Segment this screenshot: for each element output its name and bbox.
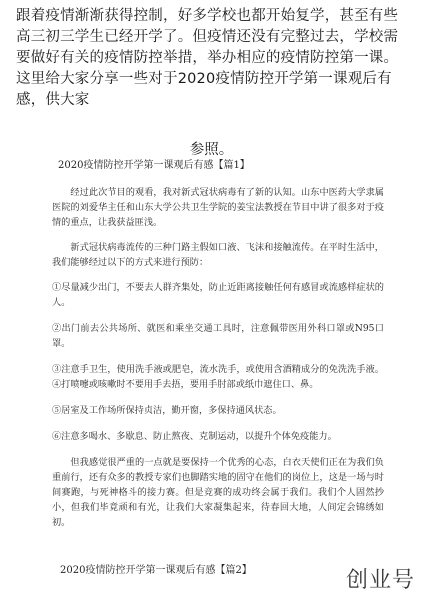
body-paragraph: 经过此次节目的观看，我对新式冠状病毒有了新的认知。山东中医药大学隶属医院的刘爱华主任和山东大学公共卫生学院的姜宝法教授在节目中讲了很多对于疫情的重点，让我获益匪浅。 <box>52 187 384 228</box>
list-item: ⑥注意多喝水、多歇息、防止熬夜、克制运动，以提升个体免疫能力。 <box>52 431 337 442</box>
watermark-logo: 创业号 <box>345 568 415 593</box>
list-item: ②出门前去公共场所、就医和乘坐交通工具时，注意佩带医用外科口罩或N95口罩。 <box>52 323 384 349</box>
list-item: ⑤居室及工作场所保持贞洁，勤开窗，多保持通风状态。 <box>52 405 282 416</box>
section-title-1: 2020疫情防控开学第一课观后有感【篇1】 <box>58 160 250 171</box>
document-body <box>52 158 384 540</box>
list-item: ①尽量减少出门，不要去人群齐集处，防止近距离接触任何有感冒或流感样症状的人。 <box>52 282 384 308</box>
intro-paragraph: 跟着疫情渐渐获得控制，好多学校也都开始复学，甚至有些高三初三学生已经开学了。但疫情还没有完整过去，学校需要做好有关的疫情防控举措，举办相应的疫情防控第一课。这里给大家分享一些对于2020疫情防控开学第一课观后有感，供大家 <box>16 8 399 108</box>
closing-paragraph: 但我感觉很严重的一点就是要保持一个优秀的心态，白衣天使们正在为我们负重前行，还有众多的教授专家们也脚踏实地的固守在他们的岗位上，这是一场与时间赛跑，与死神格斗的接力赛。但是竞赛的成功终会属于我们。我们个人固然抄小，但我们毕竟顽和有光，让我们大家凝集起来，待春回大地，人间定会锦绣如初。 <box>52 457 384 528</box>
section-title-2: 2020疫情防控开学第一课观后有感【篇2】 <box>60 565 252 576</box>
body-paragraph: 新式冠状病毒流传的三种门路主假如口液、飞沫和接触流传。在平时生活中，我们能够经过以下的方式来进行预防： <box>52 242 384 268</box>
intro-paragraph-end: 参照。 <box>189 142 234 158</box>
list-item: ③注意手卫生，使用洗手液或肥皂，流水洗手，或使用含酒精成分的免洗洗手液。④打喷嚏或咳嗽时不要用手去捂，要用手肘部或纸巾遮住口、鼻。 <box>52 364 384 390</box>
